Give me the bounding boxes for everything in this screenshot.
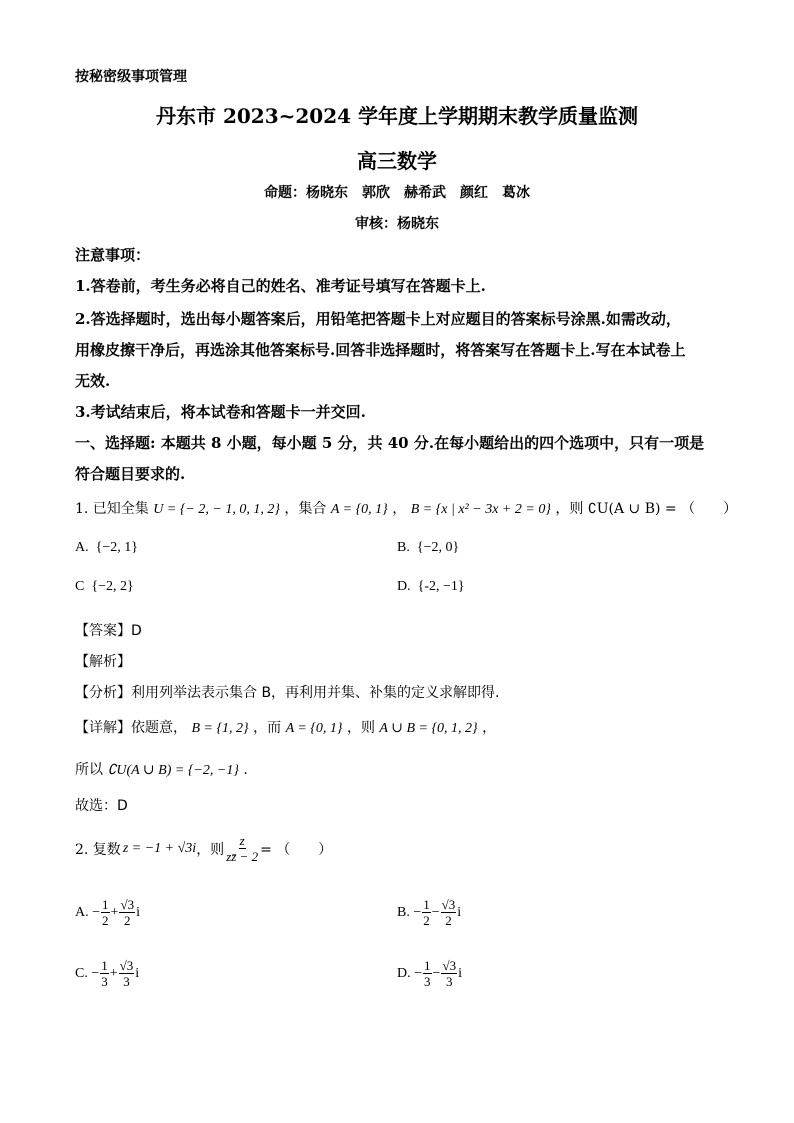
note-item-3: 3.考试结束后，将本试卷和答题卡一并交回. [75, 403, 366, 421]
denominator: 3 [424, 974, 431, 989]
q2-frac-numerator: z [239, 833, 245, 848]
detail-end: ， [482, 720, 497, 736]
q2-option-a [75, 897, 140, 928]
note-item-2-line-1: 2.答选择题时，选出每小题答案后，用铅笔把答题卡上对应题目的答案标号涂黑.如需改动， [75, 310, 681, 328]
q1-choice: 故选：D [75, 798, 128, 814]
authors-line: 命题：杨晓东 郭欣 赫希武 颜红 葛冰 [264, 185, 530, 201]
option-label: C [75, 579, 85, 594]
imaginary-unit: i [458, 965, 462, 981]
numerator: 1 [424, 958, 431, 973]
sign: − [431, 904, 440, 920]
option-value: {-2, −1} [417, 579, 465, 594]
q1-detail [75, 717, 496, 737]
q1-mid: ，集合 [284, 501, 327, 517]
numerator: √3 [119, 958, 134, 973]
q1-set-b: B = {x | x² − 3x + 2 = 0} [410, 502, 551, 517]
detail-mid: ，而 [253, 720, 282, 736]
option-value: {−2, 0} [416, 540, 460, 555]
q2-suffix: = （ ） [260, 841, 333, 858]
section-heading-line-1: 一、选择题: 本题共 8 小题，每小题 5 分，共 40 分.在每小题给出的四个选项中，只有一项是 [75, 434, 705, 452]
option-value: {−2, 1} [95, 540, 138, 555]
denominator: 3 [123, 974, 130, 989]
numerator: 1 [423, 897, 430, 912]
numerator: √3 [120, 897, 135, 912]
denominator: 3 [101, 974, 108, 989]
detail-prefix: 【详解】依题意， [75, 720, 187, 736]
sign: − [92, 904, 101, 920]
notes-heading: 注意事项： [75, 246, 151, 264]
sign: + [110, 904, 119, 920]
sign: − [414, 965, 423, 981]
q1-option-a [75, 540, 138, 556]
q1-conclusion [75, 759, 248, 779]
detail-set-a: A = {0, 1} [285, 721, 343, 736]
numerator: √3 [442, 958, 457, 973]
option-label: B. [397, 904, 410, 920]
q1-set-a: A = {0, 1} [330, 502, 388, 517]
q1-option-d [397, 579, 465, 595]
numerator: 1 [101, 958, 108, 973]
imaginary-unit: i [457, 904, 462, 920]
conclusion-prefix: 所以 [75, 762, 103, 778]
question-1-stem [75, 498, 737, 518]
denominator: 2 [124, 913, 131, 928]
section-heading-line-2: 符合题目要求的. [75, 465, 186, 483]
imaginary-unit: i [136, 904, 140, 920]
question-2-stem [75, 833, 332, 864]
q2-z-expr: z = −1 + √3i [122, 840, 197, 856]
option-label: A. [75, 540, 89, 555]
detail-union: A ∪ B = {0, 1, 2} [379, 721, 478, 736]
q2-fraction [225, 833, 259, 864]
denominator: 2 [102, 913, 109, 928]
sign: − [432, 965, 441, 981]
subject-title: 高三数学 [357, 149, 437, 173]
note-item-1: 1.答卷前，考生务必将自己的姓名、准考证号填写在答题卡上. [75, 277, 486, 295]
note-item-2-line-2: 用橡皮擦干净后，再选涂其他答案标号.回答非选择题时，将答案写在答题卡上.写在本试卷上 [75, 341, 686, 359]
reviewer-line: 审核：杨晓东 [355, 216, 439, 232]
q1-analysis: 【分析】利用列举法表示集合 B，再利用并集、补集的定义求解即得. [75, 685, 500, 701]
q2-frac-denominator: zz̄ − 2 [226, 849, 259, 864]
option-label: D. [397, 579, 411, 594]
q1-suffix: ，则 ∁U(A ∪ B) = （ ） [555, 501, 738, 517]
q1-analysis-tag: 【解析】 [75, 654, 131, 670]
note-item-2-line-3: 无效. [75, 372, 111, 390]
sign: − [91, 965, 100, 981]
q2-then: ，则 [196, 841, 225, 858]
exam-title: 丹东市 2023~2024 学年度上学期期末教学质量监测 [155, 104, 638, 128]
numerator: √3 [441, 897, 456, 912]
q1-answer: 【答案】D [75, 623, 142, 639]
detail-then: ，则 [346, 720, 375, 736]
denominator: 3 [446, 974, 453, 989]
q1-option-c [75, 579, 134, 595]
denominator: 2 [445, 913, 452, 928]
conclusion-expr: ∁U(A ∪ B) = {−2, −1} [107, 763, 239, 778]
q2-prefix: 2. 复数 [75, 841, 121, 858]
denominator: 2 [423, 913, 430, 928]
q2-option-b [397, 897, 461, 928]
option-label: C. [75, 965, 88, 981]
option-value: {−2, 2} [91, 579, 134, 594]
q1-comma: ， [392, 501, 407, 517]
imaginary-unit: i [135, 965, 140, 981]
conclusion-end: . [243, 762, 248, 778]
confidential-label: 按秘密级事项管理 [75, 69, 187, 85]
q2-option-d [397, 958, 462, 989]
sign: + [109, 965, 118, 981]
q1-prefix: 1. 已知全集 [75, 501, 149, 517]
sign: − [413, 904, 422, 920]
detail-set-b: B = {1, 2} [191, 721, 249, 736]
option-label: A. [75, 904, 89, 920]
q1-option-b [397, 540, 459, 556]
option-label: D. [397, 965, 411, 981]
option-label: B. [397, 540, 410, 555]
q2-option-c [75, 958, 139, 989]
numerator: 1 [102, 897, 109, 912]
q1-universal-set: U = {− 2, − 1, 0, 1, 2} [153, 502, 280, 517]
